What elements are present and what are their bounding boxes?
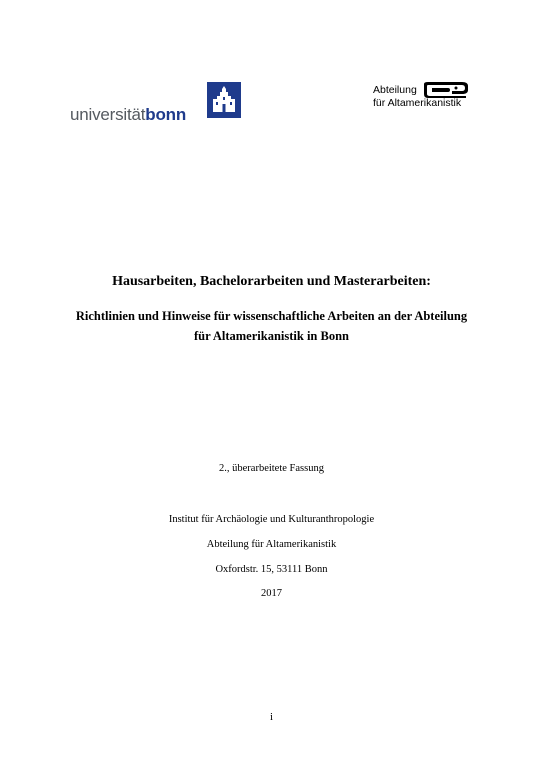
edition-note: 2., überarbeitete Fassung xyxy=(219,463,324,474)
department-logo-line2: für Altamerikanistik xyxy=(373,97,462,109)
page-number: i xyxy=(269,711,274,723)
document-subtitle xyxy=(0,306,543,346)
university-wordmark xyxy=(70,106,186,123)
department-name: Abteilung für Altamerikanistik xyxy=(206,539,337,550)
wordmark-university: universität xyxy=(70,105,146,124)
department-logo-line1: Abteilung xyxy=(373,84,417,96)
institute-name: Institut für Archäologie und Kulturanthropologie xyxy=(168,514,375,525)
address: Oxfordstr. 15, 53111 Bonn xyxy=(215,564,328,575)
document-title: Hausarbeiten, Bachelorarbeiten und Masterarbeiten: xyxy=(112,274,431,289)
wordmark-bonn: bonn xyxy=(145,105,187,124)
university-bonn-logo xyxy=(70,82,187,124)
department-logo xyxy=(373,84,483,114)
publication-year: 2017 xyxy=(261,588,282,599)
subtitle-line-2: für Altamerikanistik in Bonn xyxy=(193,329,349,343)
subtitle-line-1: Richtlinien und Hinweise für wissenschaftliche Arbeiten an der Abteilung xyxy=(75,309,468,323)
university-building-icon xyxy=(207,82,241,118)
mesoamerican-glyph-icon xyxy=(422,82,470,98)
